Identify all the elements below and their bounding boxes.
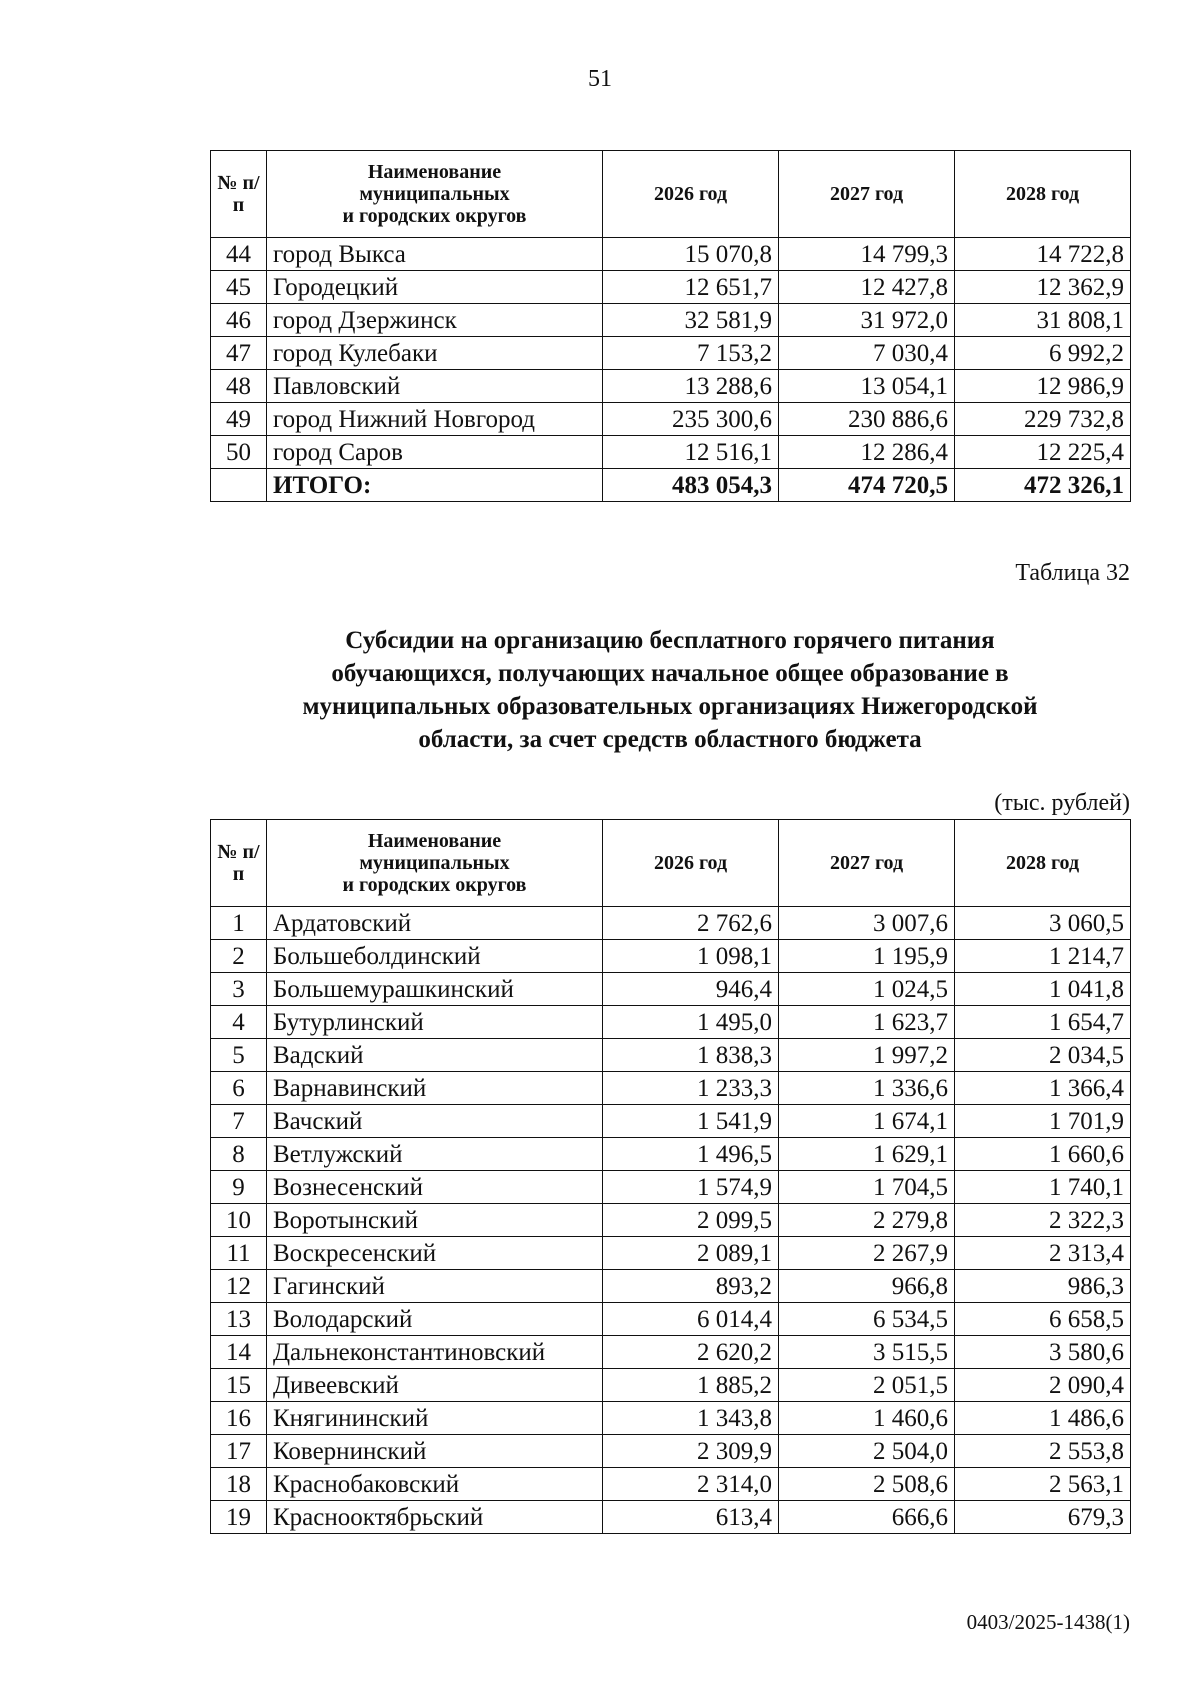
row-number: 15 xyxy=(211,1369,267,1402)
row-name: город Кулебаки xyxy=(267,337,603,370)
table-header-row xyxy=(211,151,1131,238)
row-name: Воротынский xyxy=(267,1204,603,1237)
value-2027: 1 336,6 xyxy=(779,1072,955,1105)
value-2028: 986,3 xyxy=(955,1270,1131,1303)
row-number: 18 xyxy=(211,1468,267,1501)
header-name-line: Наименование xyxy=(367,830,502,852)
value-2028: 1 214,7 xyxy=(955,940,1131,973)
value-2028: 2 313,4 xyxy=(955,1237,1131,1270)
header-name xyxy=(267,151,603,238)
table-row xyxy=(211,1435,1131,1468)
value-2027: 1 195,9 xyxy=(779,940,955,973)
value-2026: 1 233,3 xyxy=(603,1072,779,1105)
row-number: 6 xyxy=(211,1072,267,1105)
value-2027: 31 972,0 xyxy=(779,304,955,337)
value-2027: 1 024,5 xyxy=(779,973,955,1006)
table-row xyxy=(211,1369,1131,1402)
header-num: № п/п xyxy=(211,820,267,907)
value-2028: 3 060,5 xyxy=(955,907,1131,940)
subsidy-table xyxy=(210,819,1131,1534)
value-2026: 2 762,6 xyxy=(603,907,779,940)
value-2028: 6 658,5 xyxy=(955,1303,1131,1336)
value-2026: 946,4 xyxy=(603,973,779,1006)
value-2027: 12 286,4 xyxy=(779,436,955,469)
table-row xyxy=(211,1039,1131,1072)
header-name-line: Наименование xyxy=(367,161,502,183)
value-2028: 229 732,8 xyxy=(955,403,1131,436)
row-number: 47 xyxy=(211,337,267,370)
row-name: Вачский xyxy=(267,1105,603,1138)
value-2027: 12 427,8 xyxy=(779,271,955,304)
table-header-row xyxy=(211,820,1131,907)
value-2026: 613,4 xyxy=(603,1501,779,1534)
total-2027: 474 720,5 xyxy=(779,469,955,502)
value-2028: 1 366,4 xyxy=(955,1072,1131,1105)
value-2027: 1 674,1 xyxy=(779,1105,955,1138)
table-row xyxy=(211,1072,1131,1105)
value-2026: 2 309,9 xyxy=(603,1435,779,1468)
header-2028: 2028 год xyxy=(955,151,1131,238)
row-name: Краснобаковский xyxy=(267,1468,603,1501)
table-row xyxy=(211,403,1131,436)
title-line: Субсидии на организацию бесплатного горячего питания xyxy=(345,627,995,654)
value-2027: 7 030,4 xyxy=(779,337,955,370)
row-name: Городецкий xyxy=(267,271,603,304)
value-2026: 1 838,3 xyxy=(603,1039,779,1072)
value-2028: 31 808,1 xyxy=(955,304,1131,337)
value-2027: 3 007,6 xyxy=(779,907,955,940)
row-number: 49 xyxy=(211,403,267,436)
table-row xyxy=(211,304,1131,337)
row-number: 1 xyxy=(211,907,267,940)
value-2026: 2 314,0 xyxy=(603,1468,779,1501)
value-2028: 1 701,9 xyxy=(955,1105,1131,1138)
table-row xyxy=(211,337,1131,370)
value-2027: 2 267,9 xyxy=(779,1237,955,1270)
row-name: Воскресенский xyxy=(267,1237,603,1270)
title-line: области, за счет средств областного бюджета xyxy=(418,726,922,753)
value-2027: 2 508,6 xyxy=(779,1468,955,1501)
header-num: № п/п xyxy=(211,151,267,238)
header-name-line: и городских округов xyxy=(342,874,527,896)
value-2028: 2 553,8 xyxy=(955,1435,1131,1468)
value-2026: 13 288,6 xyxy=(603,370,779,403)
table-row xyxy=(211,370,1131,403)
title-line: муниципальных образовательных организациях Нижегородской xyxy=(302,693,1038,720)
row-name: Краснооктябрьский xyxy=(267,1501,603,1534)
row-name: город Нижний Новгород xyxy=(267,403,603,436)
table-row xyxy=(211,940,1131,973)
row-number: 2 xyxy=(211,940,267,973)
total-row xyxy=(211,469,1131,502)
row-number: 45 xyxy=(211,271,267,304)
value-2027: 2 279,8 xyxy=(779,1204,955,1237)
row-name: Княгининский xyxy=(267,1402,603,1435)
value-2026: 1 574,9 xyxy=(603,1171,779,1204)
table-row xyxy=(211,1468,1131,1501)
value-2028: 3 580,6 xyxy=(955,1336,1131,1369)
row-name: Дальнеконстантиновский xyxy=(267,1336,603,1369)
row-number: 9 xyxy=(211,1171,267,1204)
row-number: 10 xyxy=(211,1204,267,1237)
table-row xyxy=(211,238,1131,271)
table-row xyxy=(211,1105,1131,1138)
row-number: 5 xyxy=(211,1039,267,1072)
table-body xyxy=(211,238,1131,469)
value-2026: 7 153,2 xyxy=(603,337,779,370)
row-name: Вознесенский xyxy=(267,1171,603,1204)
value-2026: 2 099,5 xyxy=(603,1204,779,1237)
value-2028: 1 740,1 xyxy=(955,1171,1131,1204)
table-row xyxy=(211,1006,1131,1039)
value-2026: 15 070,8 xyxy=(603,238,779,271)
budget-table-continued xyxy=(210,150,1131,502)
value-2027: 966,8 xyxy=(779,1270,955,1303)
value-2026: 1 885,2 xyxy=(603,1369,779,1402)
value-2028: 12 362,9 xyxy=(955,271,1131,304)
row-name: город Выкса xyxy=(267,238,603,271)
value-2027: 6 534,5 xyxy=(779,1303,955,1336)
value-2026: 12 651,7 xyxy=(603,271,779,304)
total-num-cell xyxy=(211,469,267,502)
value-2028: 6 992,2 xyxy=(955,337,1131,370)
total-2028: 472 326,1 xyxy=(955,469,1131,502)
total-label: ИТОГО: xyxy=(267,469,603,502)
value-2027: 2 504,0 xyxy=(779,1435,955,1468)
row-number: 8 xyxy=(211,1138,267,1171)
row-name: Ветлужский xyxy=(267,1138,603,1171)
table-row xyxy=(211,1336,1131,1369)
value-2028: 14 722,8 xyxy=(955,238,1131,271)
table-row xyxy=(211,436,1131,469)
row-name: город Саров xyxy=(267,436,603,469)
header-name-line: и городских округов xyxy=(342,205,527,227)
header-name-line: муниципальных xyxy=(359,852,510,874)
value-2026: 6 014,4 xyxy=(603,1303,779,1336)
row-number: 19 xyxy=(211,1501,267,1534)
table-row xyxy=(211,1138,1131,1171)
table-body xyxy=(211,907,1131,1534)
value-2026: 32 581,9 xyxy=(603,304,779,337)
value-2028: 2 090,4 xyxy=(955,1369,1131,1402)
row-name: Ардатовский xyxy=(267,907,603,940)
value-2028: 1 486,6 xyxy=(955,1402,1131,1435)
row-name: Вадский xyxy=(267,1039,603,1072)
value-2027: 1 997,2 xyxy=(779,1039,955,1072)
document-code: 0403/2025-1438(1) xyxy=(966,1610,1130,1634)
table-title xyxy=(200,624,1140,756)
table-row xyxy=(211,907,1131,940)
row-number: 11 xyxy=(211,1237,267,1270)
header-2027: 2027 год xyxy=(779,820,955,907)
unit-label: (тыс. рублей) xyxy=(994,790,1130,816)
value-2028: 679,3 xyxy=(955,1501,1131,1534)
row-name: Володарский xyxy=(267,1303,603,1336)
row-number: 12 xyxy=(211,1270,267,1303)
row-number: 17 xyxy=(211,1435,267,1468)
table-row xyxy=(211,1501,1131,1534)
value-2026: 893,2 xyxy=(603,1270,779,1303)
row-name: Павловский xyxy=(267,370,603,403)
value-2026: 2 089,1 xyxy=(603,1237,779,1270)
row-name: Дивеевский xyxy=(267,1369,603,1402)
row-name: Ковернинский xyxy=(267,1435,603,1468)
row-number: 3 xyxy=(211,973,267,1006)
table-label: Таблица 32 xyxy=(1015,560,1130,586)
header-2026: 2026 год xyxy=(603,151,779,238)
row-name: Варнавинский xyxy=(267,1072,603,1105)
table-row xyxy=(211,1402,1131,1435)
row-number: 7 xyxy=(211,1105,267,1138)
value-2026: 235 300,6 xyxy=(603,403,779,436)
value-2028: 2 034,5 xyxy=(955,1039,1131,1072)
table-row xyxy=(211,1204,1131,1237)
value-2028: 12 986,9 xyxy=(955,370,1131,403)
value-2028: 2 322,3 xyxy=(955,1204,1131,1237)
header-2027: 2027 год xyxy=(779,151,955,238)
row-name: Большемурашкинский xyxy=(267,973,603,1006)
value-2027: 3 515,5 xyxy=(779,1336,955,1369)
value-2028: 1 041,8 xyxy=(955,973,1131,1006)
value-2027: 1 704,5 xyxy=(779,1171,955,1204)
value-2028: 12 225,4 xyxy=(955,436,1131,469)
value-2027: 1 460,6 xyxy=(779,1402,955,1435)
row-name: город Дзержинск xyxy=(267,304,603,337)
table-row xyxy=(211,1171,1131,1204)
value-2026: 1 343,8 xyxy=(603,1402,779,1435)
row-number: 44 xyxy=(211,238,267,271)
header-name-line: муниципальных xyxy=(359,183,510,205)
value-2026: 12 516,1 xyxy=(603,436,779,469)
row-number: 48 xyxy=(211,370,267,403)
table-row xyxy=(211,973,1131,1006)
value-2027: 230 886,6 xyxy=(779,403,955,436)
value-2028: 2 563,1 xyxy=(955,1468,1131,1501)
row-number: 13 xyxy=(211,1303,267,1336)
row-number: 4 xyxy=(211,1006,267,1039)
row-name: Гагинский xyxy=(267,1270,603,1303)
table-row xyxy=(211,1270,1131,1303)
value-2027: 2 051,5 xyxy=(779,1369,955,1402)
row-name: Бутурлинский xyxy=(267,1006,603,1039)
table-row xyxy=(211,1237,1131,1270)
value-2027: 1 623,7 xyxy=(779,1006,955,1039)
row-name: Большеболдинский xyxy=(267,940,603,973)
row-number: 16 xyxy=(211,1402,267,1435)
value-2027: 14 799,3 xyxy=(779,238,955,271)
header-2026: 2026 год xyxy=(603,820,779,907)
value-2026: 2 620,2 xyxy=(603,1336,779,1369)
value-2027: 666,6 xyxy=(779,1501,955,1534)
value-2027: 1 629,1 xyxy=(779,1138,955,1171)
row-number: 14 xyxy=(211,1336,267,1369)
header-name xyxy=(267,820,603,907)
value-2026: 1 541,9 xyxy=(603,1105,779,1138)
title-line: обучающихся, получающих начальное общее образование в xyxy=(331,660,1009,687)
page-number: 51 xyxy=(588,66,612,92)
value-2026: 1 496,5 xyxy=(603,1138,779,1171)
value-2026: 1 098,1 xyxy=(603,940,779,973)
table-row xyxy=(211,1303,1131,1336)
table-row xyxy=(211,271,1131,304)
row-number: 46 xyxy=(211,304,267,337)
value-2028: 1 660,6 xyxy=(955,1138,1131,1171)
header-2028: 2028 год xyxy=(955,820,1131,907)
total-2026: 483 054,3 xyxy=(603,469,779,502)
value-2028: 1 654,7 xyxy=(955,1006,1131,1039)
value-2026: 1 495,0 xyxy=(603,1006,779,1039)
value-2027: 13 054,1 xyxy=(779,370,955,403)
row-number: 50 xyxy=(211,436,267,469)
